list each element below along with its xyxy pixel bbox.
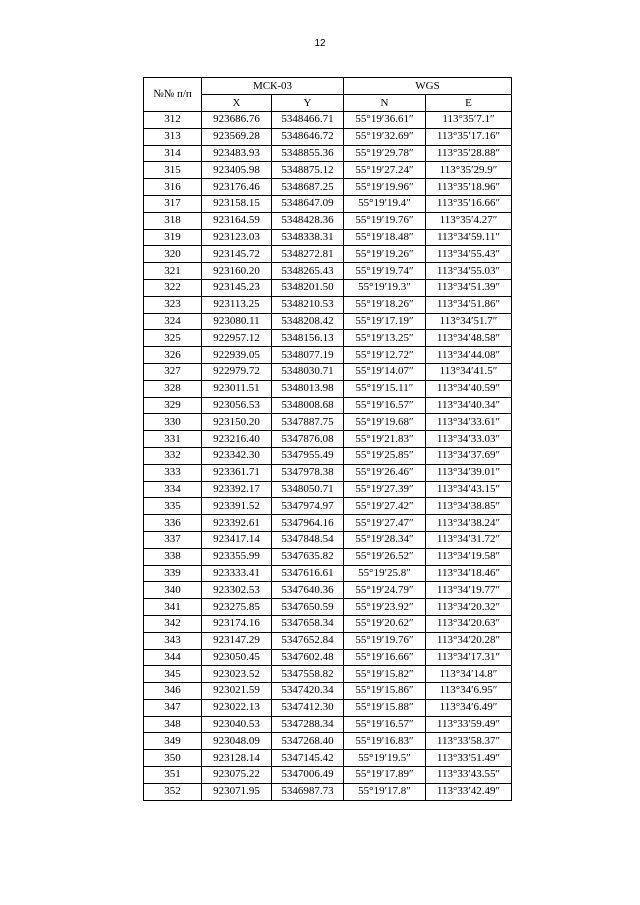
msk-y-cell: 5347602.48 xyxy=(272,649,344,666)
table-row xyxy=(144,531,512,548)
header-wgs-group: WGS xyxy=(344,78,512,95)
table-row xyxy=(144,767,512,784)
msk-x-cell: 923080.11 xyxy=(202,313,272,330)
wgs-e-cell: 113°35′4.27″ xyxy=(426,212,512,229)
table-row xyxy=(144,397,512,414)
table-row xyxy=(144,380,512,397)
table-row xyxy=(144,615,512,632)
msk-y-cell: 5348647.09 xyxy=(272,195,344,212)
table-row xyxy=(144,179,512,196)
wgs-e-cell: 113°34′55.03″ xyxy=(426,263,512,280)
wgs-n-cell: 55°19′12.72″ xyxy=(344,347,426,364)
header-x: X xyxy=(202,95,272,112)
wgs-n-cell: 55°19′13.25″ xyxy=(344,330,426,347)
page-number: 12 xyxy=(314,38,326,49)
wgs-n-cell: 55°19′26.52″ xyxy=(344,548,426,565)
point-number-cell: 338 xyxy=(144,548,202,565)
point-number-cell: 321 xyxy=(144,263,202,280)
msk-x-cell: 923302.53 xyxy=(202,582,272,599)
msk-x-cell: 923483.93 xyxy=(202,145,272,162)
point-number-cell: 326 xyxy=(144,347,202,364)
msk-y-cell: 5348265.43 xyxy=(272,263,344,280)
msk-x-cell: 923174.16 xyxy=(202,615,272,632)
point-number-cell: 343 xyxy=(144,632,202,649)
msk-y-cell: 5347616.61 xyxy=(272,565,344,582)
point-number-cell: 351 xyxy=(144,767,202,784)
table-row xyxy=(144,565,512,582)
wgs-e-cell: 113°34′51.7″ xyxy=(426,313,512,330)
table-row xyxy=(144,112,512,129)
msk-y-cell: 5347652.84 xyxy=(272,632,344,649)
wgs-n-cell: 55°19′14.07″ xyxy=(344,363,426,380)
wgs-n-cell: 55°19′18.26″ xyxy=(344,296,426,313)
wgs-e-cell: 113°33′59.49″ xyxy=(426,716,512,733)
point-number-cell: 328 xyxy=(144,380,202,397)
msk-y-cell: 5348156.13 xyxy=(272,330,344,347)
msk-x-cell: 923022.13 xyxy=(202,699,272,716)
msk-x-cell: 923569.28 xyxy=(202,128,272,145)
wgs-e-cell: 113°34′19.58″ xyxy=(426,548,512,565)
wgs-e-cell: 113°34′51.39″ xyxy=(426,279,512,296)
point-number-cell: 323 xyxy=(144,296,202,313)
msk-x-cell: 923164.59 xyxy=(202,212,272,229)
msk-y-cell: 5347288.34 xyxy=(272,716,344,733)
msk-x-cell: 923075.22 xyxy=(202,767,272,784)
msk-x-cell: 923023.52 xyxy=(202,666,272,683)
table-row xyxy=(144,582,512,599)
msk-y-cell: 5347650.59 xyxy=(272,599,344,616)
msk-y-cell: 5348338.31 xyxy=(272,229,344,246)
wgs-n-cell: 55°19′19.76″ xyxy=(344,212,426,229)
point-number-cell: 348 xyxy=(144,716,202,733)
point-number-cell: 342 xyxy=(144,615,202,632)
msk-y-cell: 5348875.12 xyxy=(272,162,344,179)
wgs-e-cell: 113°35′28.88″ xyxy=(426,145,512,162)
point-number-cell: 334 xyxy=(144,481,202,498)
table-row xyxy=(144,162,512,179)
table-row xyxy=(144,447,512,464)
point-number-cell: 330 xyxy=(144,414,202,431)
wgs-n-cell: 55°19′19.96″ xyxy=(344,179,426,196)
point-number-cell: 324 xyxy=(144,313,202,330)
point-number-cell: 317 xyxy=(144,195,202,212)
wgs-n-cell: 55°19′19.26″ xyxy=(344,246,426,263)
wgs-n-cell: 55°19′29.78″ xyxy=(344,145,426,162)
table-row xyxy=(144,347,512,364)
wgs-e-cell: 113°34′38.85″ xyxy=(426,498,512,515)
point-number-cell: 313 xyxy=(144,128,202,145)
msk-x-cell: 923333.41 xyxy=(202,565,272,582)
wgs-n-cell: 55°19′19.74″ xyxy=(344,263,426,280)
wgs-e-cell: 113°34′19.77″ xyxy=(426,582,512,599)
wgs-n-cell: 55°19′19.68″ xyxy=(344,414,426,431)
table-row xyxy=(144,212,512,229)
msk-x-cell: 923040.53 xyxy=(202,716,272,733)
wgs-e-cell: 113°34′18.46″ xyxy=(426,565,512,582)
table-row xyxy=(144,363,512,380)
msk-y-cell: 5348855.36 xyxy=(272,145,344,162)
msk-y-cell: 5348466.71 xyxy=(272,112,344,129)
point-number-cell: 320 xyxy=(144,246,202,263)
msk-y-cell: 5347420.34 xyxy=(272,683,344,700)
table-row xyxy=(144,229,512,246)
msk-x-cell: 923392.61 xyxy=(202,515,272,532)
point-number-cell: 340 xyxy=(144,582,202,599)
wgs-e-cell: 113°33′42.49″ xyxy=(426,783,512,800)
msk-y-cell: 5348272.81 xyxy=(272,246,344,263)
msk-x-cell: 923056.53 xyxy=(202,397,272,414)
wgs-e-cell: 113°34′20.28″ xyxy=(426,632,512,649)
wgs-n-cell: 55°19′19.3″ xyxy=(344,279,426,296)
msk-y-cell: 5347848.54 xyxy=(272,531,344,548)
point-number-cell: 347 xyxy=(144,699,202,716)
wgs-e-cell: 113°34′44.08″ xyxy=(426,347,512,364)
wgs-e-cell: 113°35′29.9″ xyxy=(426,162,512,179)
point-number-cell: 333 xyxy=(144,464,202,481)
wgs-e-cell: 113°34′14.8″ xyxy=(426,666,512,683)
wgs-e-cell: 113°34′40.59″ xyxy=(426,380,512,397)
table-body xyxy=(144,112,512,801)
table-row xyxy=(144,783,512,800)
point-number-cell: 345 xyxy=(144,666,202,683)
point-number-cell: 339 xyxy=(144,565,202,582)
wgs-n-cell: 55°19′19.5″ xyxy=(344,750,426,767)
wgs-e-cell: 113°34′33.61″ xyxy=(426,414,512,431)
wgs-e-cell: 113°34′39.01″ xyxy=(426,464,512,481)
wgs-e-cell: 113°35′17.16″ xyxy=(426,128,512,145)
msk-y-cell: 5347635.82 xyxy=(272,548,344,565)
table-row xyxy=(144,498,512,515)
wgs-n-cell: 55°19′15.88″ xyxy=(344,699,426,716)
msk-x-cell: 923158.15 xyxy=(202,195,272,212)
wgs-n-cell: 55°19′27.42″ xyxy=(344,498,426,515)
wgs-n-cell: 55°19′16.57″ xyxy=(344,716,426,733)
point-number-cell: 352 xyxy=(144,783,202,800)
wgs-e-cell: 113°34′40.34″ xyxy=(426,397,512,414)
msk-y-cell: 5347268.40 xyxy=(272,733,344,750)
msk-x-cell: 923216.40 xyxy=(202,431,272,448)
point-number-cell: 331 xyxy=(144,431,202,448)
point-number-cell: 318 xyxy=(144,212,202,229)
msk-y-cell: 5347640.36 xyxy=(272,582,344,599)
wgs-n-cell: 55°19′19.4″ xyxy=(344,195,426,212)
wgs-n-cell: 55°19′15.86″ xyxy=(344,683,426,700)
msk-y-cell: 5348201.50 xyxy=(272,279,344,296)
wgs-e-cell: 113°35′16.66″ xyxy=(426,195,512,212)
table-row xyxy=(144,716,512,733)
wgs-e-cell: 113°34′6.95″ xyxy=(426,683,512,700)
wgs-n-cell: 55°19′15.82″ xyxy=(344,666,426,683)
header-row-top xyxy=(144,78,512,95)
msk-x-cell: 923145.23 xyxy=(202,279,272,296)
wgs-e-cell: 113°34′17.31″ xyxy=(426,649,512,666)
point-number-cell: 314 xyxy=(144,145,202,162)
msk-x-cell: 923048.09 xyxy=(202,733,272,750)
msk-y-cell: 5348077.19 xyxy=(272,347,344,364)
wgs-e-cell: 113°34′20.63″ xyxy=(426,615,512,632)
wgs-n-cell: 55°19′27.39″ xyxy=(344,481,426,498)
wgs-n-cell: 55°19′21.83″ xyxy=(344,431,426,448)
msk-x-cell: 923011.51 xyxy=(202,380,272,397)
table-row xyxy=(144,548,512,565)
table-row xyxy=(144,128,512,145)
wgs-n-cell: 55°19′16.83″ xyxy=(344,733,426,750)
msk-x-cell: 923145.72 xyxy=(202,246,272,263)
point-number-cell: 341 xyxy=(144,599,202,616)
table-row xyxy=(144,313,512,330)
msk-x-cell: 922939.05 xyxy=(202,347,272,364)
wgs-n-cell: 55°19′20.62″ xyxy=(344,615,426,632)
msk-y-cell: 5348208.42 xyxy=(272,313,344,330)
msk-y-cell: 5347145.42 xyxy=(272,750,344,767)
msk-y-cell: 5346987.73 xyxy=(272,783,344,800)
wgs-n-cell: 55°19′32.69″ xyxy=(344,128,426,145)
msk-x-cell: 923147.29 xyxy=(202,632,272,649)
msk-x-cell: 923391.52 xyxy=(202,498,272,515)
msk-x-cell: 923128.14 xyxy=(202,750,272,767)
wgs-e-cell: 113°33′43.55″ xyxy=(426,767,512,784)
msk-y-cell: 5347955.49 xyxy=(272,447,344,464)
wgs-e-cell: 113°33′58.37″ xyxy=(426,733,512,750)
table-row xyxy=(144,246,512,263)
msk-x-cell: 922979.72 xyxy=(202,363,272,380)
wgs-n-cell: 55°19′16.66″ xyxy=(344,649,426,666)
table-row xyxy=(144,632,512,649)
msk-x-cell: 923071.95 xyxy=(202,783,272,800)
point-number-cell: 346 xyxy=(144,683,202,700)
msk-x-cell: 923405.98 xyxy=(202,162,272,179)
table-row xyxy=(144,145,512,162)
point-number-cell: 315 xyxy=(144,162,202,179)
table-row xyxy=(144,750,512,767)
table-row xyxy=(144,666,512,683)
point-number-cell: 344 xyxy=(144,649,202,666)
wgs-n-cell: 55°19′23.92″ xyxy=(344,599,426,616)
msk-x-cell: 923361.71 xyxy=(202,464,272,481)
point-number-cell: 316 xyxy=(144,179,202,196)
table-row xyxy=(144,699,512,716)
wgs-n-cell: 55°19′18.48″ xyxy=(344,229,426,246)
wgs-n-cell: 55°19′25.8″ xyxy=(344,565,426,582)
table-row xyxy=(144,599,512,616)
table-row xyxy=(144,195,512,212)
table-row xyxy=(144,296,512,313)
table-row xyxy=(144,649,512,666)
msk-y-cell: 5348013.98 xyxy=(272,380,344,397)
header-e: E xyxy=(426,95,512,112)
point-number-cell: 312 xyxy=(144,112,202,129)
msk-y-cell: 5348008.68 xyxy=(272,397,344,414)
point-number-cell: 349 xyxy=(144,733,202,750)
point-number-cell: 319 xyxy=(144,229,202,246)
wgs-e-cell: 113°34′43.15″ xyxy=(426,481,512,498)
wgs-n-cell: 55°19′36.61″ xyxy=(344,112,426,129)
header-n: N xyxy=(344,95,426,112)
msk-y-cell: 5347658.34 xyxy=(272,615,344,632)
point-number-cell: 325 xyxy=(144,330,202,347)
header-msk03-group: МСК-03 xyxy=(202,78,344,95)
point-number-cell: 337 xyxy=(144,531,202,548)
table-row xyxy=(144,481,512,498)
table-row xyxy=(144,733,512,750)
msk-y-cell: 5347006.49 xyxy=(272,767,344,784)
msk-y-cell: 5348030.71 xyxy=(272,363,344,380)
wgs-e-cell: 113°34′31.72″ xyxy=(426,531,512,548)
table-row xyxy=(144,515,512,532)
msk-x-cell: 923342.30 xyxy=(202,447,272,464)
msk-x-cell: 923160.20 xyxy=(202,263,272,280)
msk-y-cell: 5347412.30 xyxy=(272,699,344,716)
header-y: Y xyxy=(272,95,344,112)
point-number-cell: 327 xyxy=(144,363,202,380)
wgs-e-cell: 113°34′6.49″ xyxy=(426,699,512,716)
msk-x-cell: 923050.45 xyxy=(202,649,272,666)
msk-x-cell: 923113.25 xyxy=(202,296,272,313)
table-header xyxy=(144,78,512,112)
wgs-e-cell: 113°34′59.11″ xyxy=(426,229,512,246)
wgs-n-cell: 55°19′25.85″ xyxy=(344,447,426,464)
msk-y-cell: 5347964.16 xyxy=(272,515,344,532)
msk-x-cell: 923123.03 xyxy=(202,229,272,246)
msk-y-cell: 5348646.72 xyxy=(272,128,344,145)
wgs-n-cell: 55°19′26.46″ xyxy=(344,464,426,481)
msk-x-cell: 923686.76 xyxy=(202,112,272,129)
point-number-cell: 336 xyxy=(144,515,202,532)
header-number-column: №№ п/п xyxy=(144,78,202,112)
msk-y-cell: 5348428.36 xyxy=(272,212,344,229)
msk-x-cell: 923417.14 xyxy=(202,531,272,548)
msk-x-cell: 923392.17 xyxy=(202,481,272,498)
wgs-e-cell: 113°34′48.58″ xyxy=(426,330,512,347)
point-number-cell: 329 xyxy=(144,397,202,414)
msk-x-cell: 923275.85 xyxy=(202,599,272,616)
msk-y-cell: 5347887.75 xyxy=(272,414,344,431)
wgs-e-cell: 113°34′37.69″ xyxy=(426,447,512,464)
wgs-n-cell: 55°19′27.47″ xyxy=(344,515,426,532)
wgs-e-cell: 113°34′20.32″ xyxy=(426,599,512,616)
wgs-e-cell: 113°35′18.96″ xyxy=(426,179,512,196)
msk-y-cell: 5348210.53 xyxy=(272,296,344,313)
msk-y-cell: 5348050.71 xyxy=(272,481,344,498)
wgs-n-cell: 55°19′17.8″ xyxy=(344,783,426,800)
table-row xyxy=(144,464,512,481)
wgs-n-cell: 55°19′15.11″ xyxy=(344,380,426,397)
wgs-e-cell: 113°34′41.5″ xyxy=(426,363,512,380)
table-row xyxy=(144,330,512,347)
wgs-n-cell: 55°19′17.19″ xyxy=(344,313,426,330)
msk-y-cell: 5347974.97 xyxy=(272,498,344,515)
wgs-e-cell: 113°34′33.03″ xyxy=(426,431,512,448)
wgs-n-cell: 55°19′27.24″ xyxy=(344,162,426,179)
point-number-cell: 335 xyxy=(144,498,202,515)
msk-x-cell: 923176.46 xyxy=(202,179,272,196)
table-row xyxy=(144,431,512,448)
wgs-e-cell: 113°34′38.24″ xyxy=(426,515,512,532)
table-row xyxy=(144,263,512,280)
table-row xyxy=(144,279,512,296)
wgs-n-cell: 55°19′17.89″ xyxy=(344,767,426,784)
wgs-e-cell: 113°34′55.43″ xyxy=(426,246,512,263)
wgs-n-cell: 55°19′28.34″ xyxy=(344,531,426,548)
wgs-n-cell: 55°19′19.76″ xyxy=(344,632,426,649)
point-number-cell: 322 xyxy=(144,279,202,296)
msk-x-cell: 923150.20 xyxy=(202,414,272,431)
wgs-n-cell: 55°19′24.79″ xyxy=(344,582,426,599)
wgs-e-cell: 113°34′51.86″ xyxy=(426,296,512,313)
msk-y-cell: 5348687.25 xyxy=(272,179,344,196)
msk-y-cell: 5347558.82 xyxy=(272,666,344,683)
msk-x-cell: 922957.12 xyxy=(202,330,272,347)
wgs-e-cell: 113°33′51.49″ xyxy=(426,750,512,767)
msk-x-cell: 923021.59 xyxy=(202,683,272,700)
msk-y-cell: 5347978.38 xyxy=(272,464,344,481)
msk-y-cell: 5347876.08 xyxy=(272,431,344,448)
point-number-cell: 332 xyxy=(144,447,202,464)
table-row xyxy=(144,414,512,431)
wgs-e-cell: 113°35′7.1″ xyxy=(426,112,512,129)
table-row xyxy=(144,683,512,700)
wgs-n-cell: 55°19′16.57″ xyxy=(344,397,426,414)
coordinates-table xyxy=(143,77,512,801)
point-number-cell: 350 xyxy=(144,750,202,767)
msk-x-cell: 923355.99 xyxy=(202,548,272,565)
